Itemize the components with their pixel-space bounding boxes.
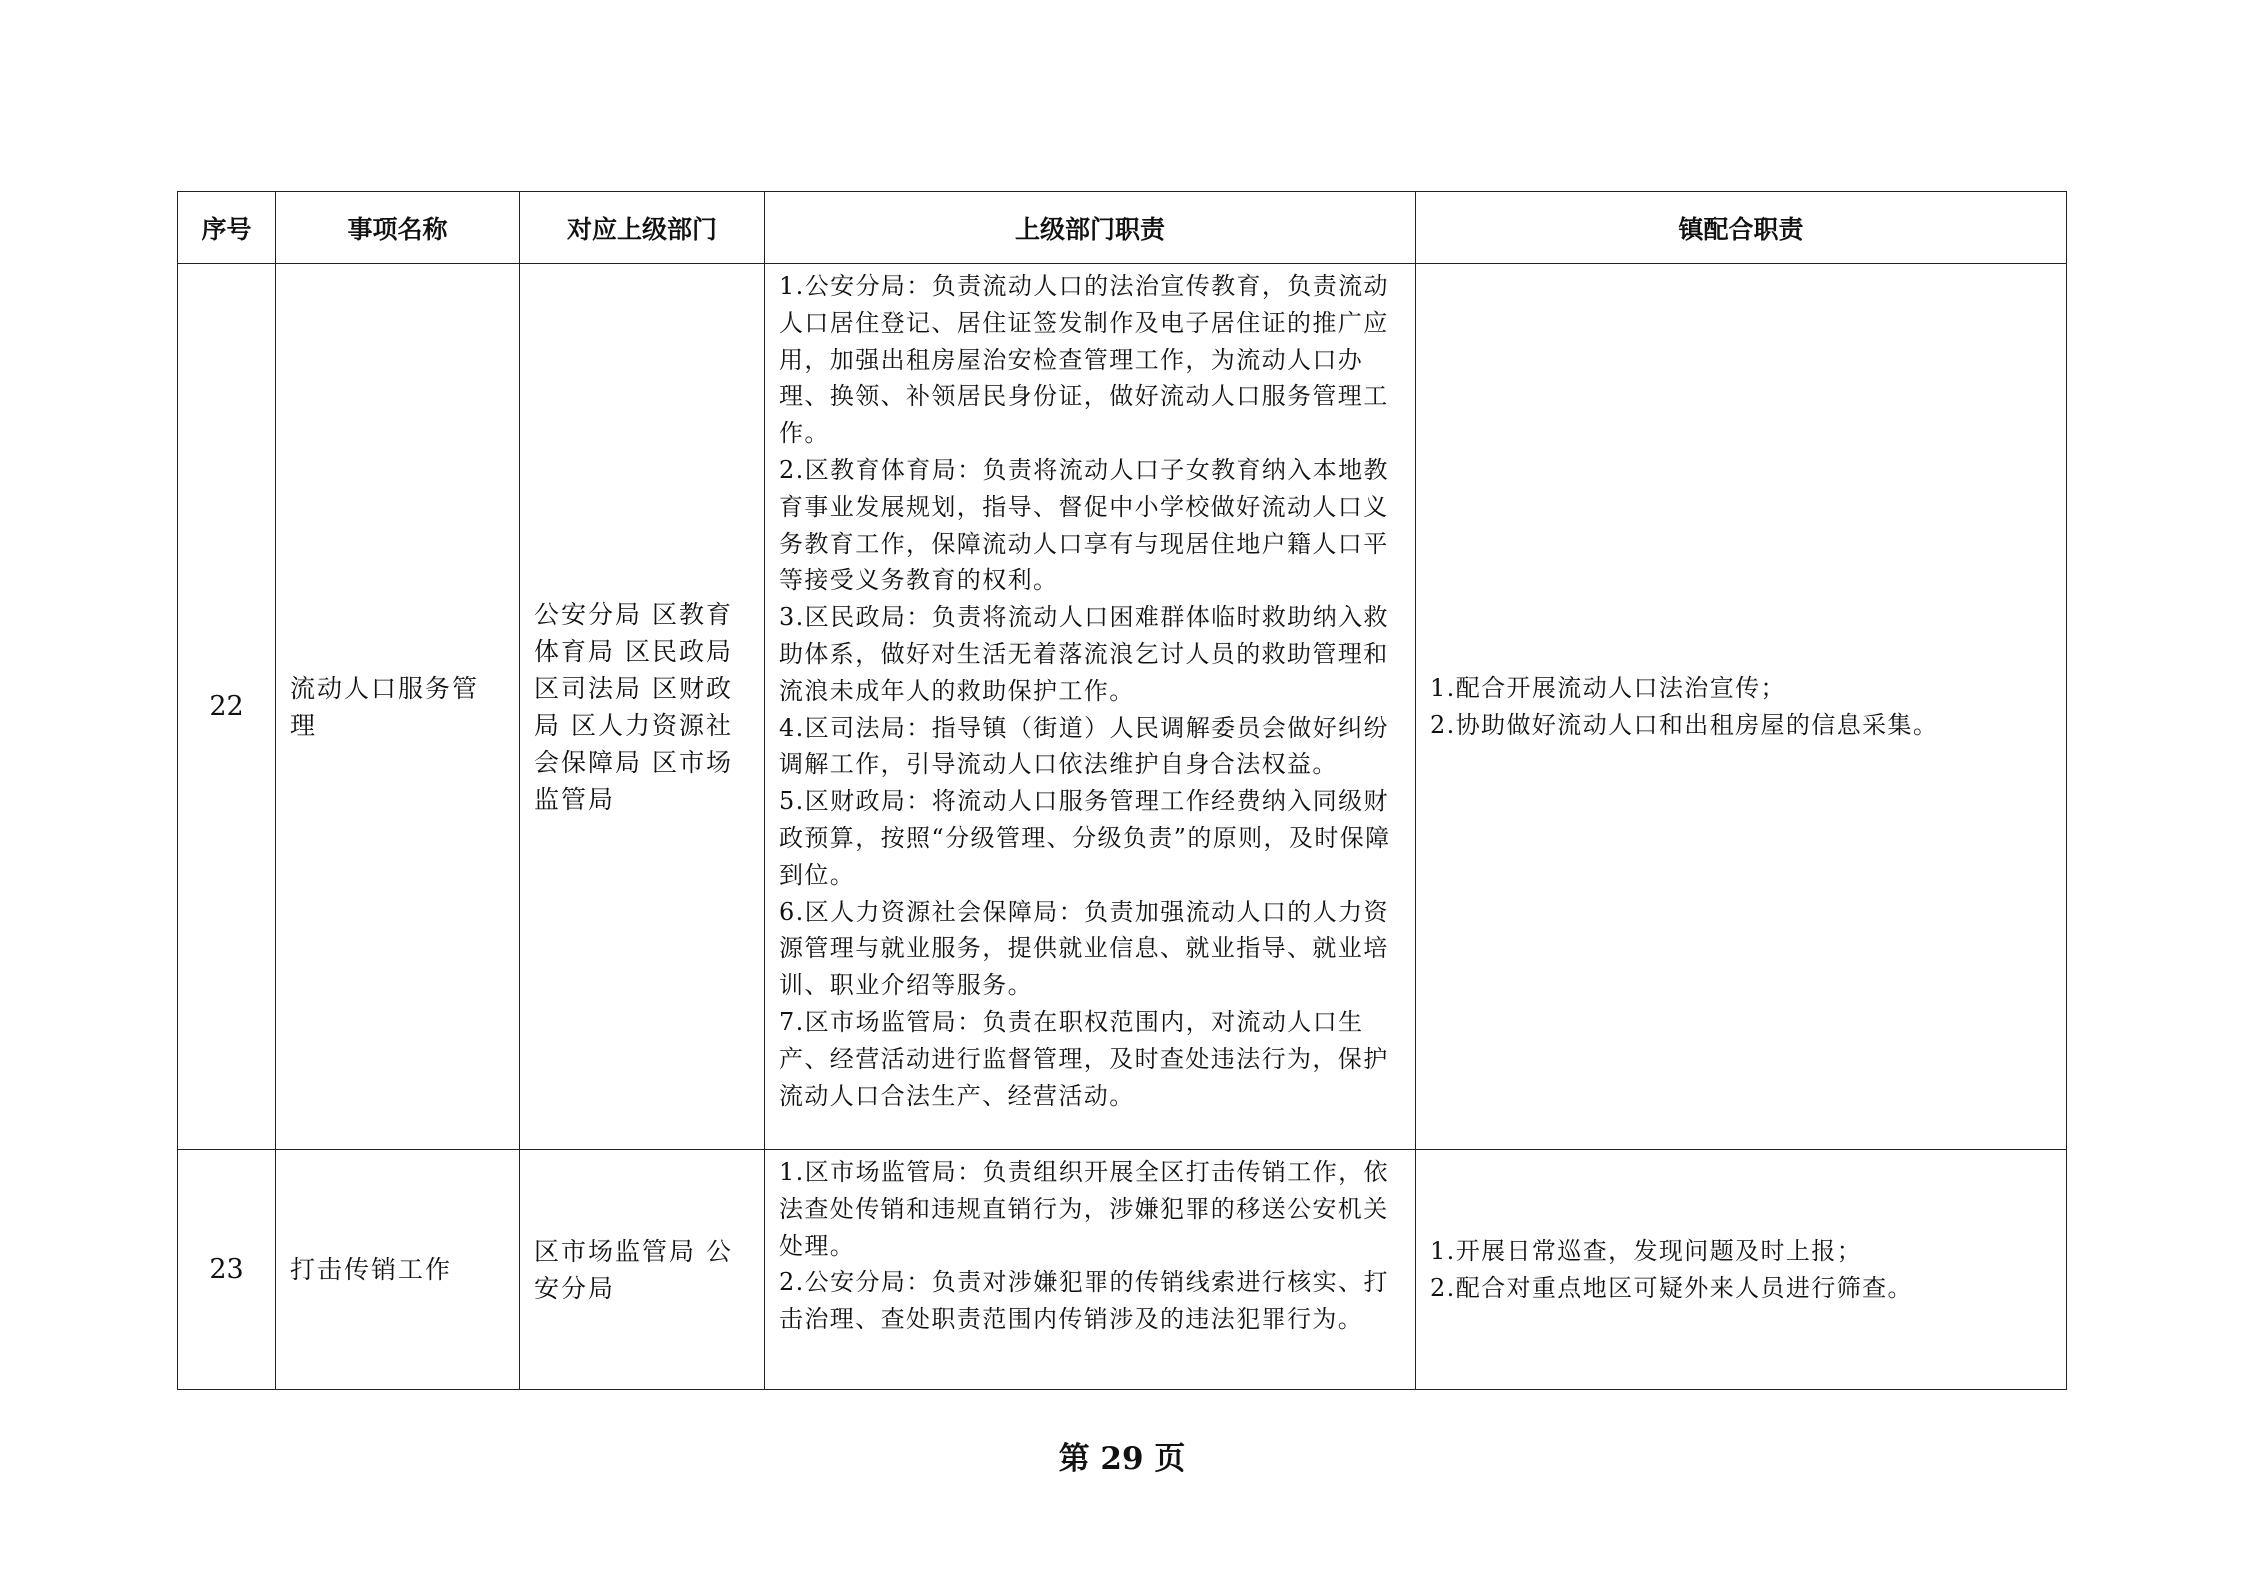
duty-item: 6.区人力资源社会保障局：负责加强流动人口的人力资源管理与就业服务，提供就业信息、就业指导、就业培训、职业介绍等服务。 [779,897,1389,1000]
header-town-duties: 镇配合职责 [1416,192,2067,264]
row-town-duties [1416,264,2067,1150]
header-departments: 对应上级部门 [520,192,765,264]
header-item-name: 事项名称 [276,192,520,264]
row-departments: 区市场监管局 公安分局 [520,1150,765,1390]
responsibility-table [177,191,2067,1390]
duty-item: 2.公安分局：负责对涉嫌犯罪的传销线索进行核实、打击治理、查处职责范围内传销涉及的违法犯罪行为。 [779,1268,1389,1334]
duty-item: 3.区民政局：负责将流动人口困难群体临时救助纳入救助体系，做好对生活无着落流浪乞讨人员的救助管理和流浪未成年人的救助保护工作。 [779,603,1389,705]
table-row [178,264,2067,1150]
page-number: 第 29 页 [1058,1441,1186,1477]
row-number: 23 [178,1150,276,1390]
row-duties [765,1150,1416,1390]
town-duty-item: 2.协助做好流动人口和出租房屋的信息采集。 [1430,710,1939,739]
row-item-name: 流动人口服务管理 [276,264,520,1150]
duty-item: 7.区市场监管局：负责在职权范围内，对流动人口生产、经营活动进行监督管理，及时查处违法行为，保护流动人口合法生产、经营活动。 [779,1007,1389,1110]
table-row [178,1150,2067,1390]
town-duty-item: 2.配合对重点地区可疑外来人员进行筛查。 [1430,1273,1913,1302]
town-duty-item: 1.开展日常巡查，发现问题及时上报； [1430,1236,1863,1265]
row-duties [765,264,1416,1150]
header-number: 序号 [178,192,276,264]
row-town-duties [1416,1150,2067,1390]
row-departments: 公安分局 区教育体育局 区民政局 区司法局 区财政局 区人力资源社会保障局 区市场监管局 [520,264,765,1150]
row-item-name: 打击传销工作 [276,1150,520,1390]
duty-item: 1.公安分局：负责流动人口的法治宣传教育，负责流动人口居住登记、居住证签发制作及电子居住证的推广应用，加强出租房屋治安检查管理工作，为流动人口办理、换领、补领居民身份证，做好流动人口服务管理工作。 [779,272,1389,448]
duty-item: 2.区教育体育局：负责将流动人口子女教育纳入本地教育事业发展规划，指导、督促中小学校做好流动人口义务教育工作，保障流动人口享有与现居住地户籍人口平等接受义务教育的权利。 [779,455,1389,595]
town-duty-item: 1.配合开展流动人口法治宣传； [1430,673,1786,702]
row-number: 22 [178,264,276,1150]
duty-item: 1.区市场监管局：负责组织开展全区打击传销工作，依法查处传销和违规直销行为，涉嫌犯罪的移送公安机关处理。 [779,1158,1389,1260]
table-header-row [178,192,2067,264]
duty-item: 4.区司法局：指导镇（街道）人民调解委员会做好纠纷调解工作，引导流动人口依法维护自身合法权益。 [779,713,1389,779]
duty-item: 5.区财政局：将流动人口服务管理工作经费纳入同级财政预算，按照“分级管理、分级负责”的原则，及时保障到位。 [779,787,1391,889]
header-duties: 上级部门职责 [765,192,1416,264]
